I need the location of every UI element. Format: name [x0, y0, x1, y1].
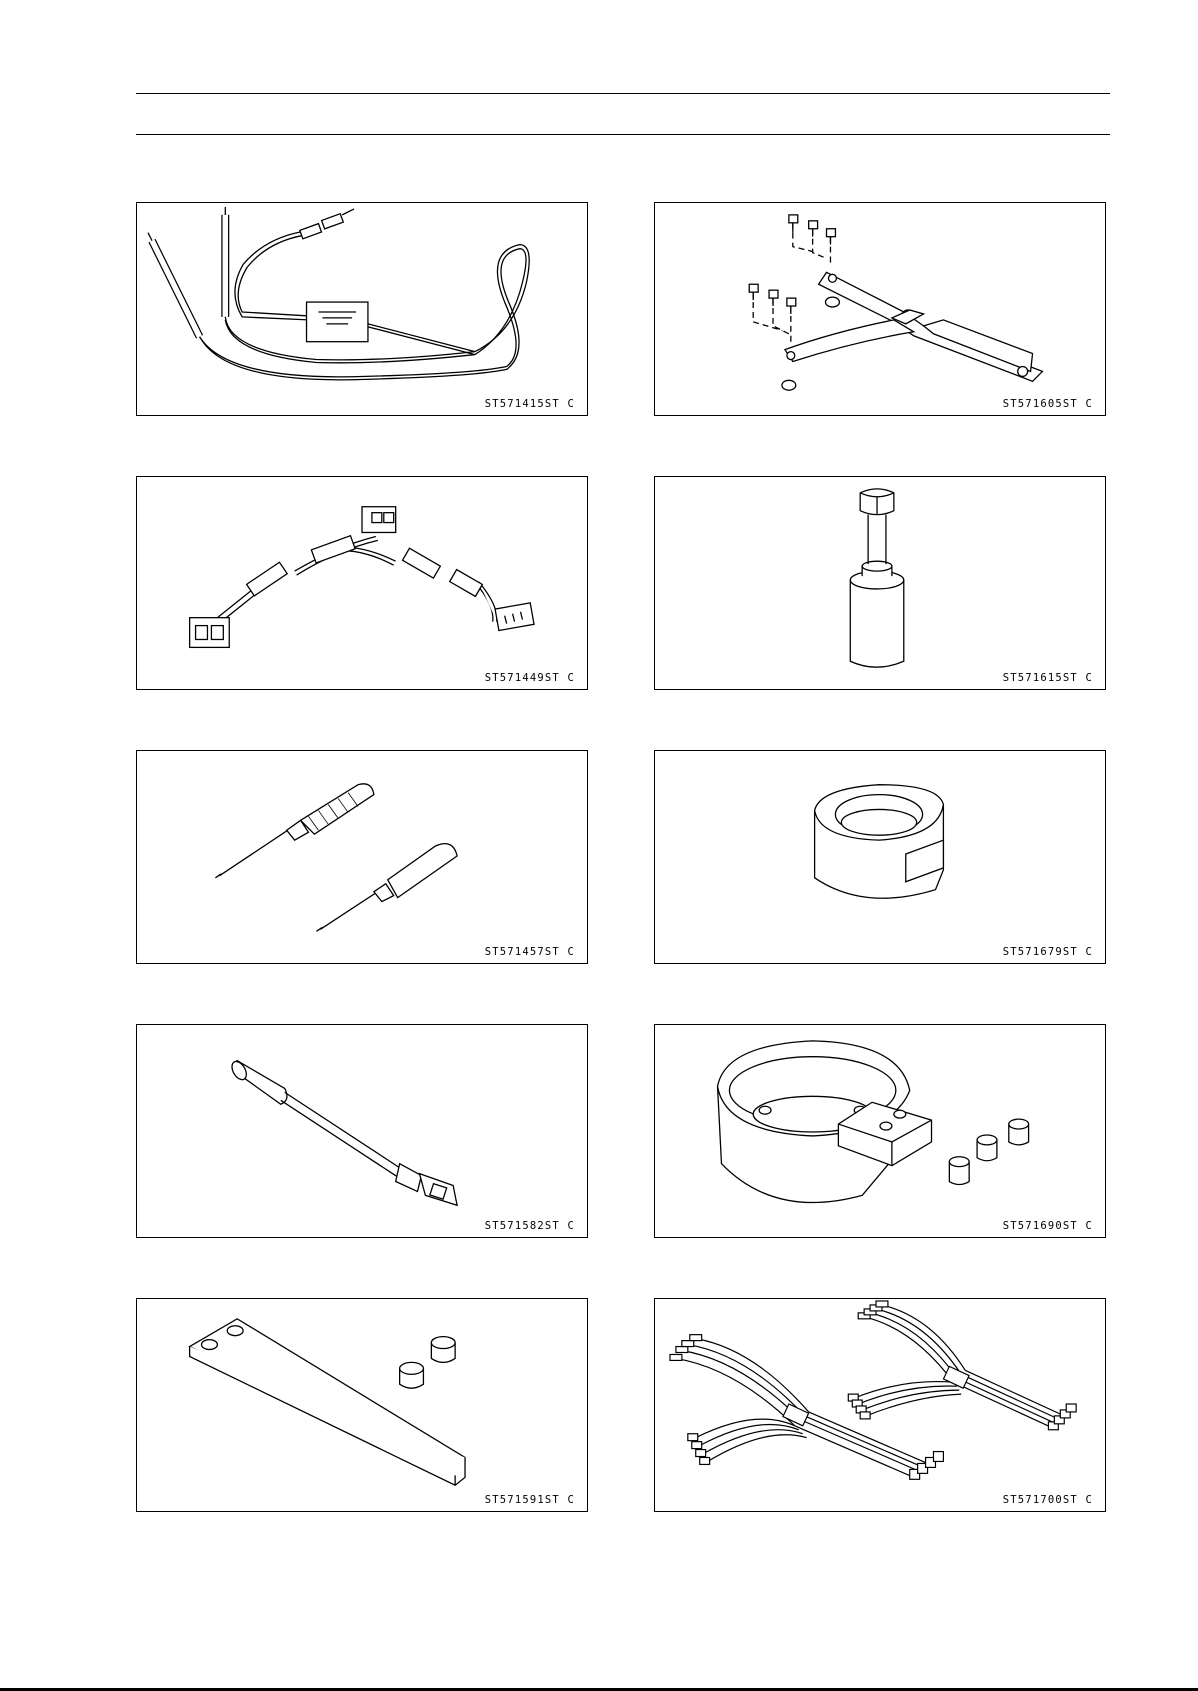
adapter-harness-illustration [137, 477, 587, 689]
figure-code: ST571605ST C [1002, 398, 1093, 410]
figure-panel-10 [654, 1298, 1106, 1512]
figure-panel-1 [136, 202, 588, 416]
header-rule-bottom [136, 134, 1110, 135]
figure-panel-8 [654, 1024, 1106, 1238]
figure-code: ST571679ST C [1002, 946, 1093, 958]
figure-panel-6 [654, 750, 1106, 964]
needle-probes-illustration [137, 751, 587, 963]
figure-code: ST571700ST C [1002, 1494, 1093, 1506]
figure-code: ST571415ST C [484, 398, 575, 410]
figure-panel-3 [136, 476, 588, 690]
figure-panel-9 [136, 1298, 588, 1512]
figure-code: ST571591ST C [484, 1494, 575, 1506]
bolt-puller-illustration [655, 477, 1105, 689]
probe-harness-illustration [137, 203, 587, 415]
multi-lead-harness-illustration [655, 1299, 1105, 1511]
flat-lever-illustration [137, 1299, 587, 1511]
lead-connector-illustration [137, 1025, 587, 1237]
figure-panel-2 [654, 202, 1106, 416]
holder-wrench-illustration [655, 203, 1105, 415]
figure-panel-7 [136, 1024, 588, 1238]
figure-panel-5 [136, 750, 588, 964]
figure-code: ST571690ST C [1002, 1220, 1093, 1232]
figure-code: ST571615ST C [1002, 672, 1093, 684]
figure-code: ST571582ST C [484, 1220, 575, 1232]
figure-code: ST571449ST C [484, 672, 575, 684]
ring-adapter-illustration [655, 751, 1105, 963]
cup-holder-illustration [655, 1025, 1105, 1237]
figure-code: ST571457ST C [484, 946, 575, 958]
header-rule-top [136, 93, 1110, 94]
figure-panel-4 [654, 476, 1106, 690]
